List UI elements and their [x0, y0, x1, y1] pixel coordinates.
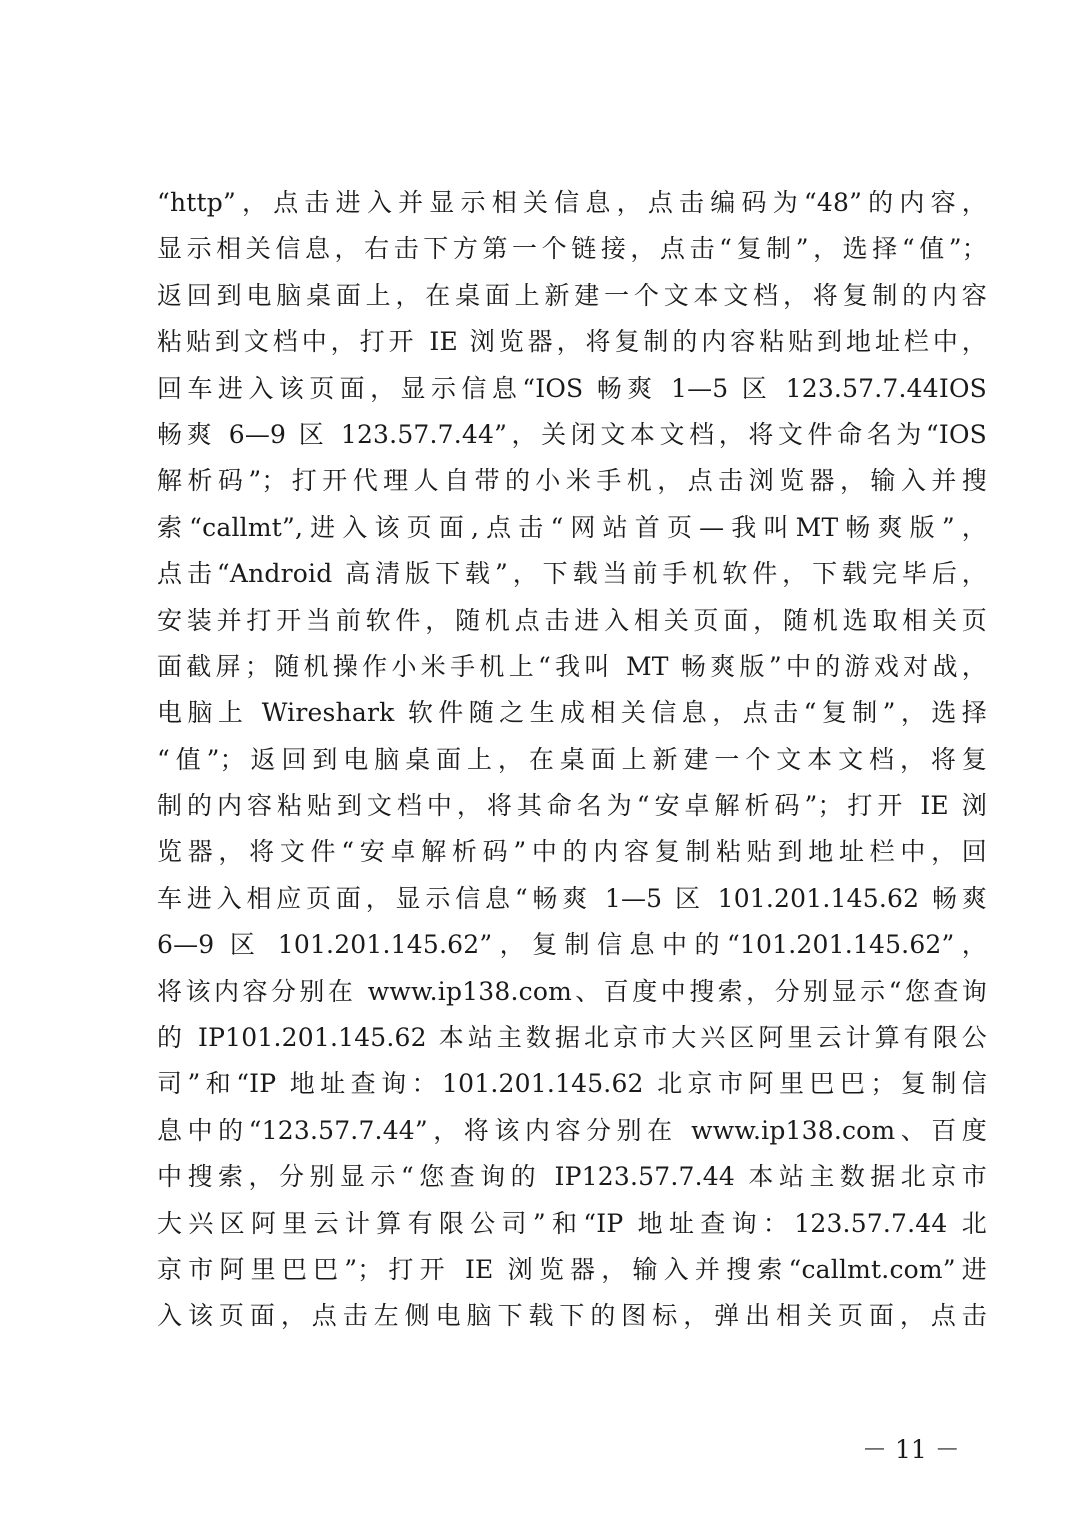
text-line: 安装并打开当前软件，随机点击进入相关页面，随机选取相关页 — [157, 605, 987, 635]
page-number: － 11 － — [862, 1435, 960, 1464]
text-line: 息中的“123.57.7.44”，将该内容分别在 www.ip138.com、百度 — [157, 1115, 987, 1145]
text-line: 中搜索，分别显示“您查询的 IP123.57.7.44 本站主数据北京市 — [157, 1162, 987, 1192]
text-line: 6—9 区 101.201.145.62”，复制信息中的“101.201.145.62”， — [157, 930, 987, 960]
text-line: 电脑上 Wireshark 软件随之生成相关信息，点击“复制”，选择 — [157, 698, 987, 728]
text-line: 点击“Android 高清版下载”，下载当前手机软件，下载完毕后， — [157, 559, 987, 589]
text-line: “值”；返回到电脑桌面上，在桌面上新建一个文本文档，将复 — [157, 744, 987, 774]
text-line: 入该页面，点击左侧电脑下载下的图标，弹出相关页面，点击 — [157, 1301, 987, 1331]
body-text — [157, 180, 987, 1340]
text-line: 面截屏；随机操作小米手机上“我叫 MT 畅爽版”中的游戏对战， — [157, 651, 987, 681]
text-line: 返回到电脑桌面上，在桌面上新建一个文本文档，将复制的内容 — [157, 280, 987, 310]
text-line: 回车进入该页面，显示信息“IOS 畅爽 1—5 区 123.57.7.44IOS — [157, 373, 987, 403]
text-line: 粘贴到文档中，打开 IE 浏览器，将复制的内容粘贴到地址栏中， — [157, 327, 987, 357]
text-line: 京市阿里巴巴”；打开 IE 浏览器，输入并搜索“callmt.com”进 — [157, 1254, 987, 1284]
text-line: 大兴区阿里云计算有限公司”和“IP 地址查询：123.57.7.44 北 — [157, 1208, 987, 1238]
text-line: “http”，点击进入并显示相关信息，点击编码为“48”的内容， — [157, 188, 987, 217]
text-line: 制的内容粘贴到文档中，将其命名为“安卓解析码”；打开 IE 浏 — [157, 791, 987, 821]
text-line: 显示相关信息，右击下方第一个链接，点击“复制”，选择“值”； — [157, 234, 987, 264]
text-line: 解析码”；打开代理人自带的小米手机，点击浏览器，输入并搜 — [157, 466, 987, 496]
text-line: 司”和“IP 地址查询：101.201.145.62 北京市阿里巴巴；复制信 — [157, 1069, 987, 1099]
text-line: 览器，将文件“安卓解析码”中的内容复制粘贴到地址栏中，回 — [157, 837, 987, 867]
text-line: 的 IP101.201.145.62 本站主数据北京市大兴区阿里云计算有限公 — [157, 1023, 987, 1053]
text-line: 将该内容分别在 www.ip138.com、百度中搜索，分别显示“您查询 — [157, 976, 987, 1006]
text-line: 索“callmt”,进入该页面,点击“网站首页—我叫MT畅爽版”， — [157, 512, 987, 542]
text-line: 畅爽 6—9 区 123.57.7.44”，关闭文本文档，将文件命名为“IOS — [157, 419, 987, 449]
text-line: 车进入相应页面，显示信息“畅爽 1—5 区 101.201.145.62 畅爽 — [157, 883, 987, 913]
